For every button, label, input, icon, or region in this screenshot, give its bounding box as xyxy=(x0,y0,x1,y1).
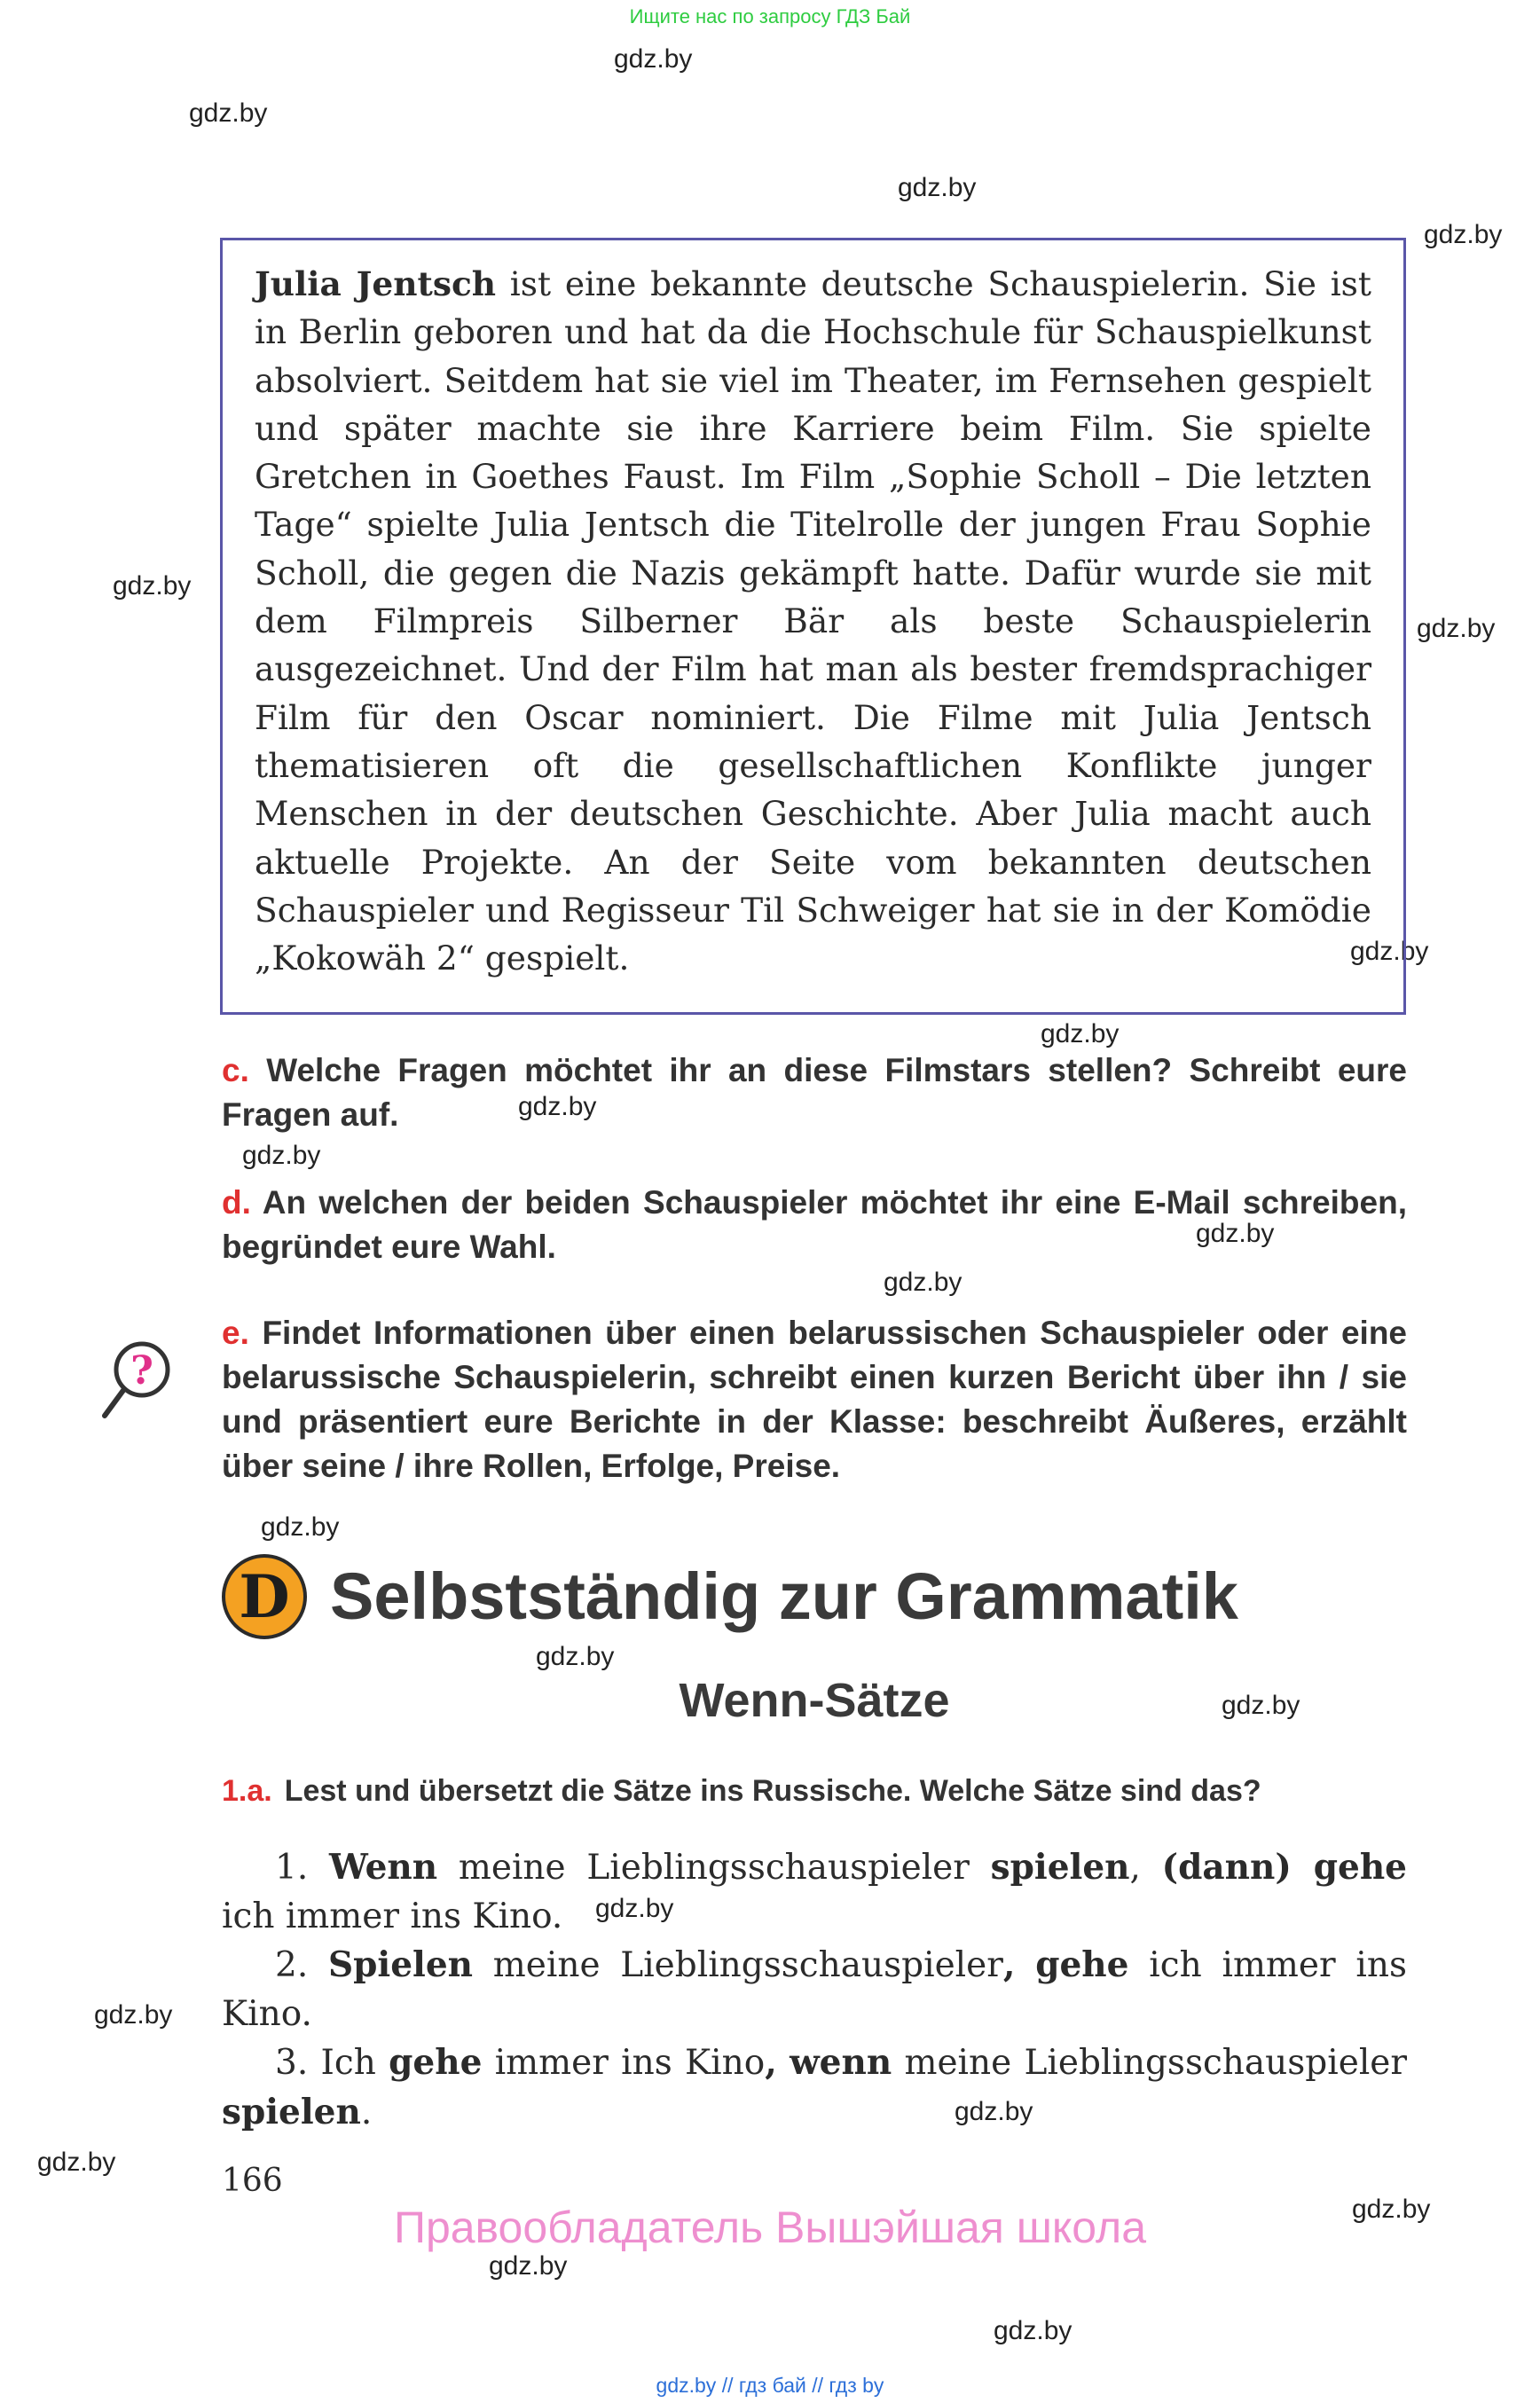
sentence-number: 2. xyxy=(275,1945,328,1985)
sentence-part: meine Lieblingsschauspieler xyxy=(437,1848,991,1888)
task-text: An welchen der beiden Schauspieler möchtet ihr eine E-Mail schreiben, begründet eure Wahl. xyxy=(222,1184,1407,1265)
section-badge-letter: D xyxy=(239,1562,290,1631)
sentence-bold-part: Spielen xyxy=(327,1944,474,1985)
watermark: gdz.by xyxy=(1041,1019,1120,1048)
sentence-part: meine Lieblingsschauspieler xyxy=(473,1945,1003,1985)
section-subtitle: Wenn-Sätze xyxy=(679,1674,950,1727)
sentence-bold-part: gehe xyxy=(389,2042,483,2083)
example-sentences xyxy=(222,1843,1407,2137)
task-e xyxy=(222,1311,1407,1488)
sentence-number: 1. xyxy=(275,1848,329,1888)
sentence-part: meine Lieblingsschauspieler xyxy=(892,2043,1408,2083)
sentence-part xyxy=(777,2043,790,2083)
watermark: gdz.by xyxy=(1196,1219,1275,1248)
sentence-part xyxy=(1015,1945,1035,1985)
sentence-bold-part: wenn xyxy=(790,2042,892,2083)
sentence-bold-part: gehe xyxy=(1035,1944,1129,1985)
watermark: gdz.by xyxy=(1352,2195,1431,2224)
footer-links: gdz.by // гдз бай // гдз by xyxy=(656,2374,884,2397)
watermark: gdz.by xyxy=(1350,937,1429,966)
watermark: gdz.by xyxy=(1222,1691,1300,1720)
sentence-bold-part: (dann) gehe xyxy=(1161,1847,1407,1888)
watermark: gdz.by xyxy=(595,1894,674,1923)
bio-name: Julia Jentsch xyxy=(255,264,497,303)
watermark: gdz.by xyxy=(94,2000,173,2030)
watermark: gdz.by xyxy=(898,173,977,202)
sentence-bold-part: spielen xyxy=(222,2091,361,2132)
sentence-3 xyxy=(222,2038,1407,2137)
sentence-part: . xyxy=(360,2092,373,2132)
page-number: 166 xyxy=(222,2163,283,2199)
svg-text:?: ? xyxy=(130,1348,153,1394)
sentence-part: Ich xyxy=(320,2043,389,2083)
section-badge xyxy=(222,1554,307,1639)
sentence-number: 3. xyxy=(275,2043,321,2083)
watermark: gdz.by xyxy=(994,2316,1072,2345)
sentence-2 xyxy=(222,1941,1407,2038)
watermark: gdz.by xyxy=(518,1092,597,1121)
watermark: gdz.by xyxy=(489,2251,568,2281)
top-banner: Ищите нас по запросу ГДЗ Бай xyxy=(629,5,911,27)
watermark: gdz.by xyxy=(261,1512,340,1542)
magnifier-question-icon xyxy=(99,1339,174,1419)
task-letter: c. xyxy=(222,1052,249,1088)
exercise-instruction xyxy=(222,1771,1410,1811)
watermark: gdz.by xyxy=(884,1268,962,1297)
section-header xyxy=(222,1554,1402,1643)
sentence-part: ich immer ins Kino. xyxy=(222,1896,563,1936)
sentence-bold-part: , xyxy=(765,2042,777,2083)
task-text: Findet Informationen über einen belarussischen Schauspieler oder eine belarussische Schauspielerin, schreibt einen kurzen Bericht über ihn / sie und präsentiert eure Berichte in der Klasse: beschreibt Äußeres, erzählt über seine / ihre Rollen, Erfolge, Preise. xyxy=(222,1315,1407,1484)
exercise-instruction-text: Lest und übersetzt die Sätze ins Russische. Welche Sätze sind das? xyxy=(284,1774,1261,1808)
section-title: Selbstständig zur Grammatik xyxy=(330,1559,1238,1633)
sentence-bold-part: , xyxy=(1002,1944,1016,1985)
exercise-number: 1.a. xyxy=(222,1774,272,1808)
bio-paragraph xyxy=(255,260,1371,982)
bio-box xyxy=(220,238,1406,1015)
task-d xyxy=(222,1181,1407,1269)
watermark: gdz.by xyxy=(113,571,192,601)
watermark: gdz.by xyxy=(536,1642,615,1671)
bio-text: ist eine bekannte deutsche Schauspielerin. Sie ist in Berlin geboren und hat da die Hochschule für Schauspielkunst absolviert. Seitdem hat sie viel im Theater, im Fernsehen gespielt und später machte sie ihre Karriere beim Film. Sie spielte Gretchen in Goethes Faust. Im Film „Sophie Scholl – Die letzten Tage“ spielte Julia Jentsch die Titelrolle der jungen Frau Sophie Scholl, die gegen die Nazis gekämpft hatte. Dafür wurde sie mit dem Filmpreis Silberner Bär als beste Schauspielerin ausgezeichnet. Und der Film hat man als bester fremdsprachiger Film für den Oscar nominiert. Die Filme mit Julia Jentsch thematisieren oft die gesellschaftlichen Konflikte junger Menschen in der deutschen Geschichte. Aber Julia macht auch aktuelle Projekte. An der Seite vom bekannten deutschen Schauspieler und Regisseur Til Schweiger hat sie in der Komödie „Kokowäh 2“ gespielt. xyxy=(255,264,1372,978)
sentence-bold-part: spielen xyxy=(990,1847,1130,1888)
copyright-notice: Правообладатель Вышэйшая школа xyxy=(394,2203,1146,2252)
watermark: gdz.by xyxy=(1424,220,1503,249)
watermark: gdz.by xyxy=(614,44,693,74)
sentence-bold-part: Wenn xyxy=(328,1847,438,1888)
watermark: gdz.by xyxy=(955,2097,1033,2126)
watermark: gdz.by xyxy=(37,2148,116,2177)
watermark: gdz.by xyxy=(189,98,268,128)
sentence-1 xyxy=(222,1843,1407,1941)
sentence-part: , xyxy=(1129,1848,1162,1888)
sentence-part: immer ins Kino xyxy=(482,2043,766,2083)
sentence-part: ich immer ins Kino. xyxy=(222,1945,1408,2034)
task-c xyxy=(222,1048,1407,1137)
task-letter: e. xyxy=(222,1315,249,1351)
task-letter: d. xyxy=(222,1184,251,1221)
task-text: Welche Fragen möchtet ihr an diese Filmstars stellen? Schreibt eure Fragen auf. xyxy=(222,1052,1407,1133)
watermark: gdz.by xyxy=(242,1141,321,1170)
watermark: gdz.by xyxy=(1417,614,1496,643)
